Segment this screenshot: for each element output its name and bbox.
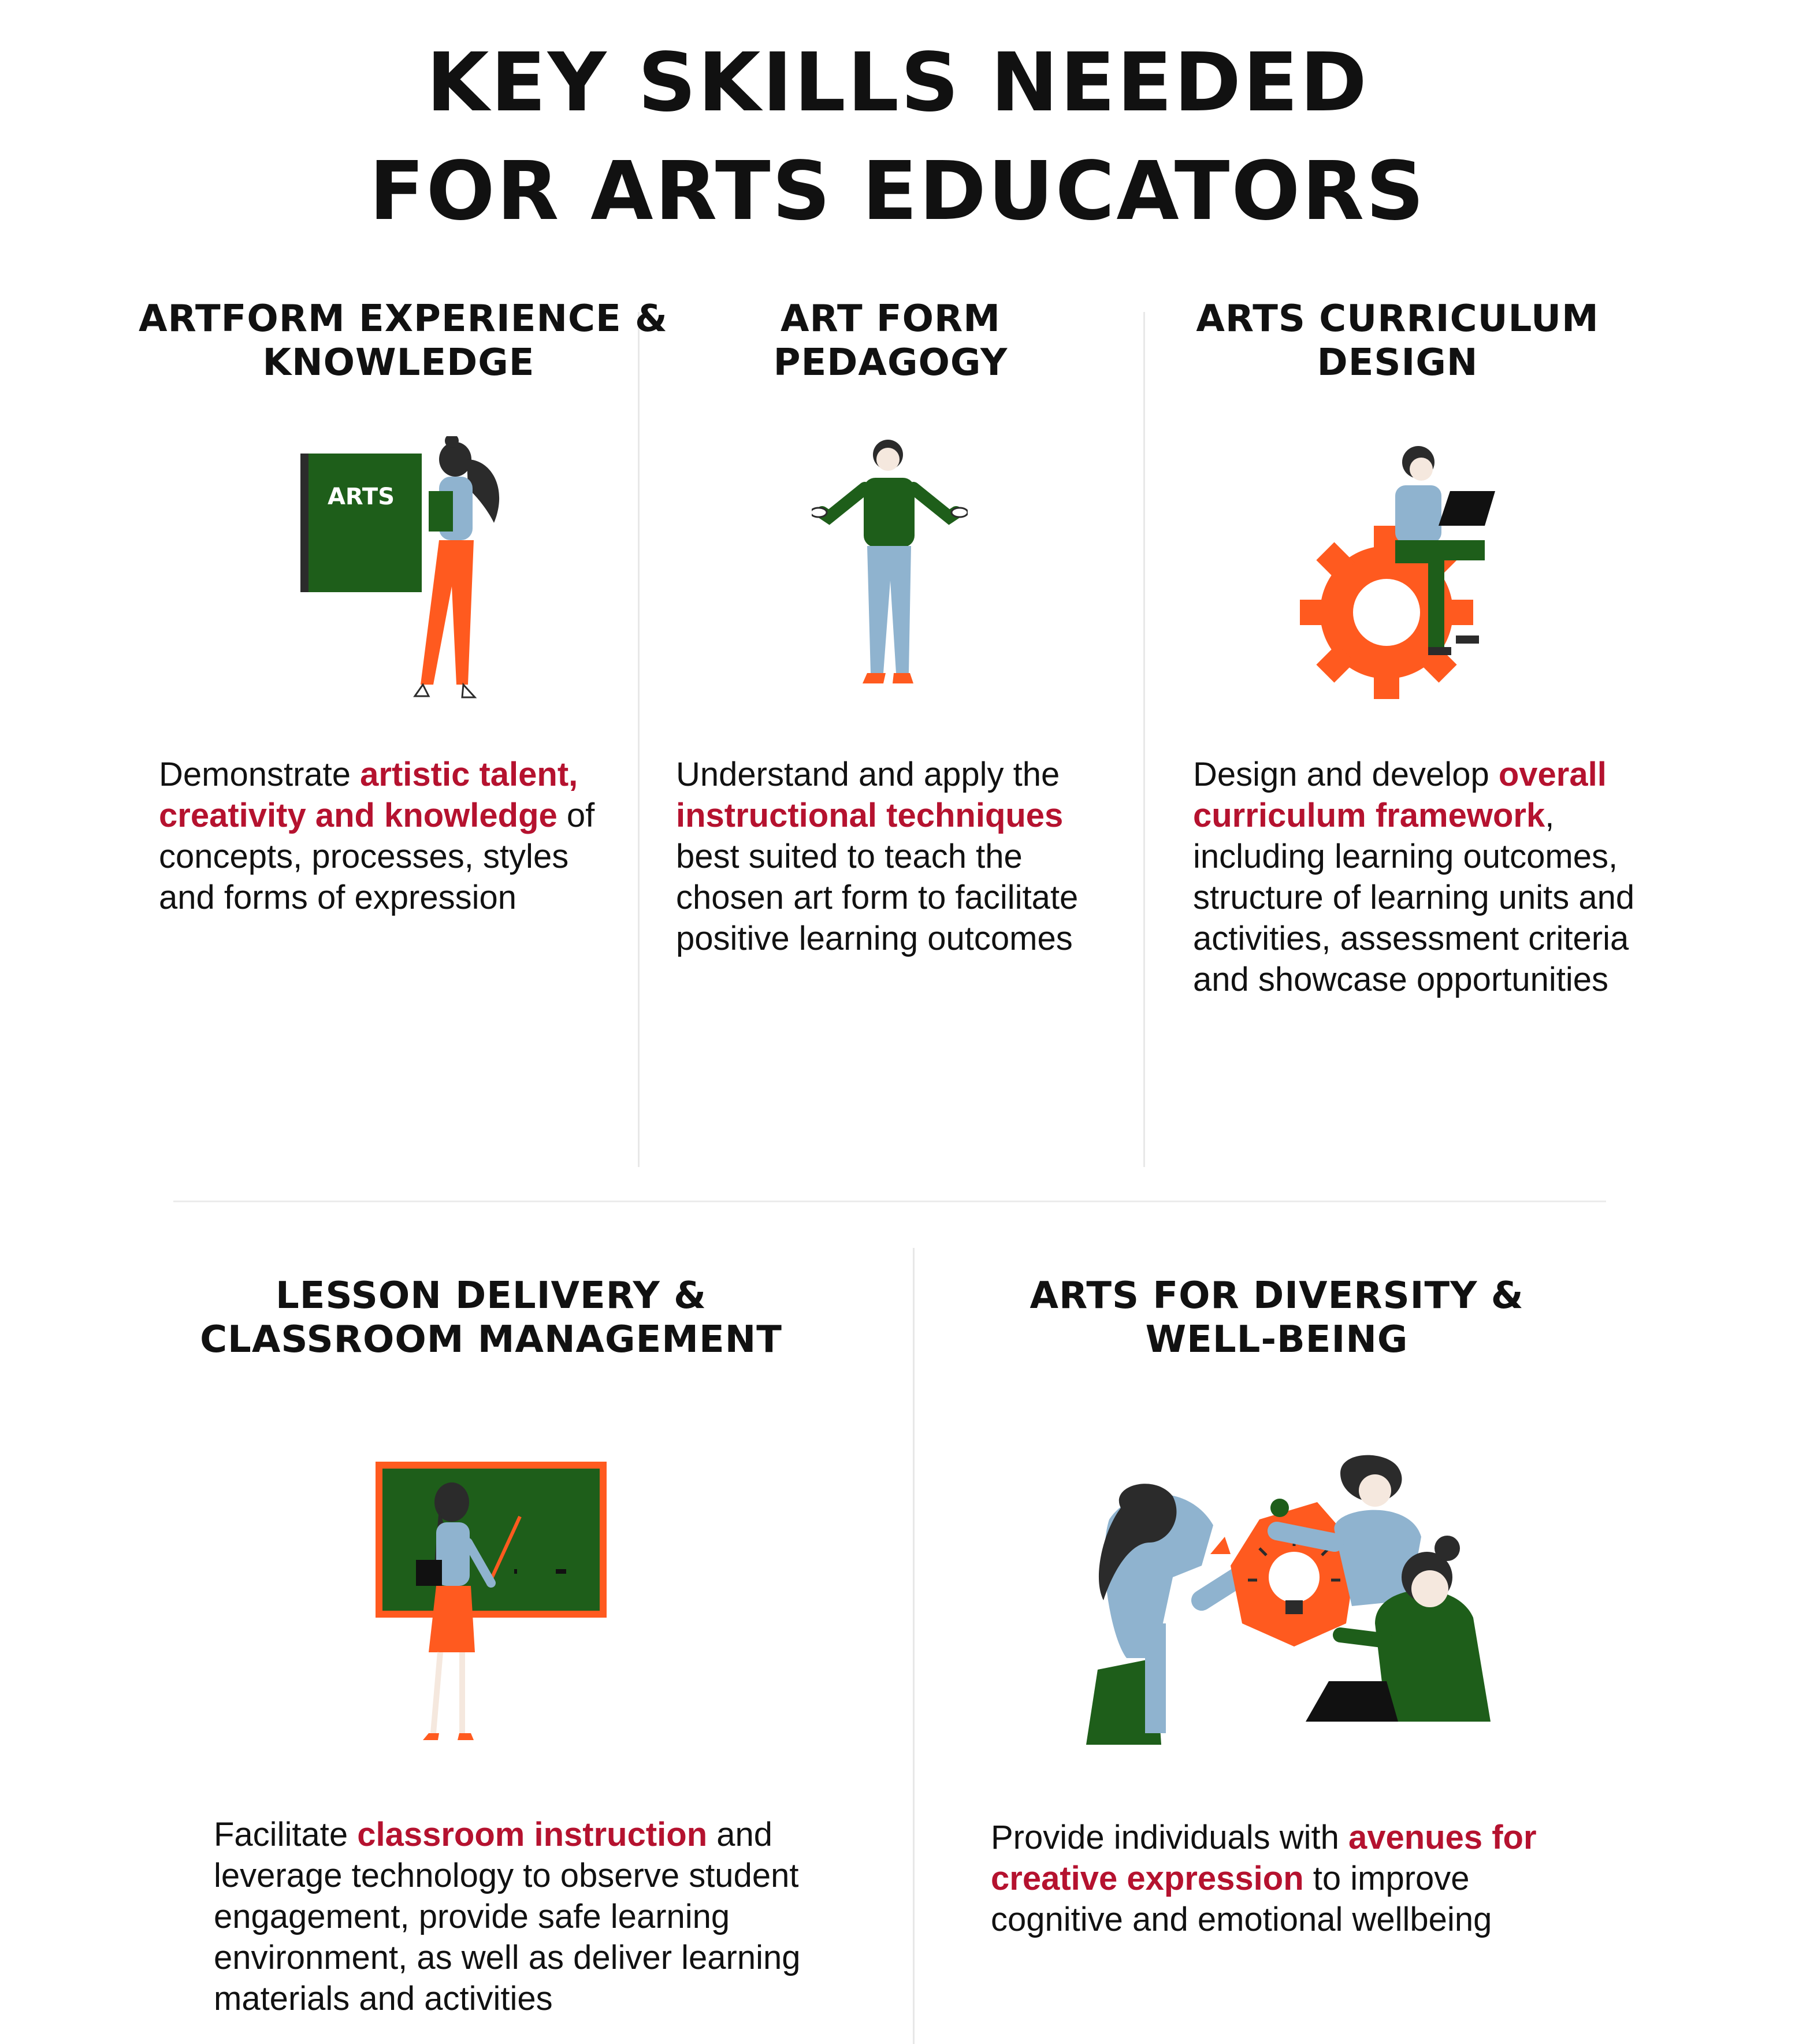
skill-1-heading: ARTFORM EXPERIENCE & KNOWLEDGE — [139, 298, 668, 384]
skill-3-description: Design and develop overall curriculum framework, including learning outcomes, structure of learning units and activities, assessment criteria and showcase opportunities — [1193, 756, 1635, 998]
divider-horizontal — [173, 1201, 1606, 1202]
skill-4-description: Facilitate classroom instruction and leverage technology to observe student engagement, provide safe learning environment, as well as deliver learning materials and activities — [214, 1816, 801, 2017]
shrugging-teacher-icon — [812, 436, 968, 705]
teacher-with-arts-book-icon — [300, 436, 520, 705]
title-line-1: KEY SKILLS NEEDED — [426, 36, 1369, 130]
person-on-gear-laptop-icon — [1300, 439, 1496, 708]
skill-2-heading: ART FORM PEDAGOGY — [773, 298, 1008, 384]
skill-1-highlight: artistic talent, creativity and knowledge — [159, 756, 578, 834]
skill-4-highlight: classroom instruction — [357, 1816, 708, 1853]
team-lightbulb-idea-icon — [1086, 1450, 1514, 1753]
skill-5-description: Provide individuals with avenues for creative expression to improve cognitive and emotional wellbeing — [991, 1819, 1537, 1938]
skill-1-description: Demonstrate artistic talent, creativity and knowledge of concepts, processes, styles and forms of expression — [159, 756, 595, 916]
skill-2-highlight: instructional techniques — [676, 797, 1064, 834]
skill-5-highlight: avenues for creative expression — [991, 1819, 1537, 1897]
divider-vertical-3 — [913, 1248, 915, 2044]
skill-3-heading: ARTS CURRICULUM DESIGN — [1196, 298, 1599, 384]
arts-book-label: ARTS — [327, 484, 395, 510]
divider-vertical-2 — [1143, 312, 1145, 1167]
skill-2-description: Understand and apply the instructional techniques best suited to teach the chosen art form to facilitate positive learning outcomes — [676, 756, 1079, 957]
page-title — [0, 29, 1795, 246]
divider-vertical-1 — [638, 312, 640, 1167]
skill-3-highlight: overall curriculum framework — [1193, 756, 1607, 834]
title-line-2: FOR ARTS EDUCATORS — [369, 144, 1426, 239]
teacher-at-chalkboard-icon — [376, 1462, 607, 1748]
skill-5-heading: ARTS FOR DIVERSITY & WELL-BEING — [1030, 1274, 1524, 1361]
skill-4-heading: LESSON DELIVERY & CLASSROOM MANAGEMENT — [200, 1274, 782, 1361]
